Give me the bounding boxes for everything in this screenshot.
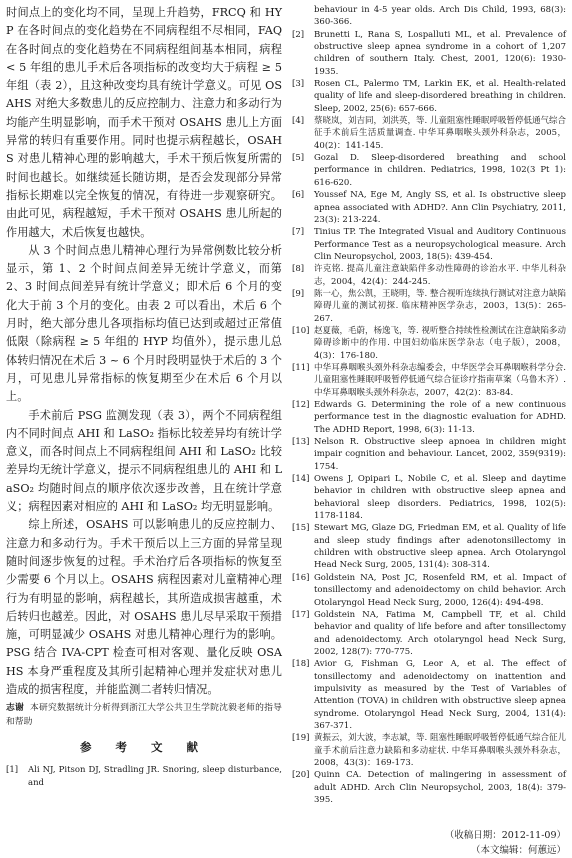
body-paragraph-4: 综上所述，OSAHS 可以影响患儿的反应控制力、注意力和多动行为。手术干预后以上三方面的异常呈现随时间逐步恢复的过程。手术治疗后各项指标的恢复至少需要 6 个月以上。OSAHS 病程因素对儿童精神心理行为有明显的影响，病程越长，其所造成损害越重，术后转归也越差。因此，对 OSAHS 患儿尽早采取干预措施，可明显减少 OSAHS 对患儿精神心理行为的影响。PSG 结合 IVA-CPT 检查可相对客观、量化反映 OSAHS 本身严重程度及其所引起精神心理并发症状对患儿造成的损害程度，并能监测二者转归情况。 [6, 518, 282, 696]
reference-item [292, 189, 566, 226]
reference-number: [5] [292, 153, 305, 164]
reference-item [292, 263, 566, 288]
reference-text: Owens J, Opipari L, Nobile C, et al. Sleep and daytime behavior in children with obstructive sleep apnea and behavioral sleep disorders. Pediatrics, 1998, 102(5): 1178-1184. [314, 474, 566, 522]
reference-item [292, 769, 566, 806]
reference-text: Goldstein NA, Fatima M, Campbell TF, et al. Child behavior and quality of life before and after tonsillectomy and adenoidectomy. Arch otolaryngol head Neck Surg, 2002, 128(7): 770-775. [314, 609, 566, 657]
reference-item [292, 29, 566, 78]
reference-text: Gozal D. Sleep-disordered breathing and school performance in children. Pediatrics, 1998, 102(3 Pt 1): 616-620. [314, 153, 566, 188]
body-paragraph-2: 从 3 个时间点患儿精神心理行为异常例数比较分析显示，第 1、2 个时间点间差异无统计学意义，而第 2、3 时间点间差异有统计学意义；即术后 6 个月的变化大于前 3 个月的变化。由表 2 可以看出，术后 6 个月时，绝大部分患儿各项指标均值已达到或超过正常值低限（除病程 ≥ 5 年组的 HYP 均值外），提示患儿总体转归情况在术后 3 ~ 6 个月时段明显快于术后的 3 个月，可见患儿异常指标的恢复期至少在术后 6 个月以上。 [6, 243, 282, 404]
reference-text: 蔡晓岚，刘吉同，刘洪英，等. 儿童阻塞性睡眠呼吸暂停低通气综合征手术前后生活质量调查. 中华耳鼻咽喉头颈外科杂志，2005，40(2)：141-145. [314, 116, 566, 151]
reference-number: [20] [292, 770, 310, 781]
reference-text: 许克铭. 提高儿童注意缺陷伴多动性障碍的诊治水平. 中华儿科杂志，2004，42(4)：244-245. [314, 264, 566, 287]
reference-number: [10] [292, 325, 310, 336]
reference-number: [8] [292, 264, 305, 275]
reference-text: Tinius TP. The Integrated Visual and Auditory Continuous Performance Test as a neuropsychological measure. Arch Clin Neuropsychol, 2003, 18(5): 439-454. [314, 227, 566, 262]
reference-item [292, 115, 566, 152]
reference-number: [15] [292, 523, 310, 534]
reference-item [292, 288, 566, 325]
reference-text: Youssef NA, Ege M, Angly SS, et al. Is obstructive sleep apnea associated with ADHD?. Ann Clin Psychiatry, 2011, 23(3): 213-224. [314, 190, 566, 225]
references-heading: 参 考 文 献 [79, 740, 208, 755]
reference-item [292, 522, 566, 571]
reference-number: [17] [292, 609, 310, 620]
reference-item [292, 436, 566, 473]
reference-1-continuation: behaviour in 4-5 year olds. Arch Dis Child, 1993, 68(3): 360-366. [314, 5, 566, 28]
reference-text: Nelson R. Obstructive sleep apnoea in children might impair cognition and behaviour. Lancet, 2002, 359(9319): 1754. [314, 437, 566, 472]
reference-number: [16] [292, 572, 310, 583]
reference-number: [4] [292, 116, 305, 127]
reference-number: [18] [292, 659, 310, 670]
reference-number: [7] [292, 227, 305, 238]
reference-text: 黄振云，刘大波，李志斌，等. 阻塞性睡眠呼吸暂停低通气综合征儿童手术前后注意力缺陷和多动症状. 中华耳鼻咽喉头颈外科杂志，2008，43(3)：169-173. [314, 733, 566, 768]
reference-item [292, 609, 566, 658]
reference-number: [3] [292, 79, 305, 90]
reference-item [292, 473, 566, 522]
reference-item [292, 325, 566, 362]
reference-item [292, 78, 566, 115]
reference-item [292, 362, 566, 399]
reference-item [292, 572, 566, 609]
reference-text: Stewart MG, Glaze DG, Friedman EM, et al. Quality of life and sleep study findings after adenotonsillectomy in children with obstructive sleep apnea. Arch Otolaryngol Head Neck Surg, 2005, 131(4): 308-314. [314, 523, 566, 571]
acknowledgement-text: 本研究数据统计分析得到浙江大学公共卫生学院沈毅老师的指导和帮助 [6, 703, 282, 727]
acknowledgement [6, 702, 282, 729]
reference-text: 赵夏薇，毛蔚，杨逸飞，等. 视听整合持续性检测试在注意缺陷多动障碍诊断中的作用. 中国妇幼临床医学杂志（电子版），2008，4(3)：176-180. [314, 325, 566, 361]
acknowledgement-label: 志谢 [6, 703, 25, 714]
reference-number: [11] [292, 362, 310, 373]
reference-number: [6] [292, 190, 305, 201]
reference-text: Ali NJ, Pitson DJ, Stradling JR. Snoring, sleep disturbance, and [28, 765, 282, 788]
reference-number: [13] [292, 437, 310, 448]
received-date: （收稿日期：2012-11-09） [444, 830, 566, 842]
body-paragraph-1: 时间点上的变化均不同，呈现上升趋势，FRCQ 和 HYP 在各时间点的变化趋势在不同病程组不尽相同，FAQ 在各时间点的变化趋势在不同病程组间基本相同，病程 < 5 年组的患儿手术后各项指标的改变均大于病程 ≥ 5 年组（表 2），且这种改变均具有统计学意义。可见 OSAHS 对绝大多数患儿的反应控制力、注意力和多动行为均能产生明显影响，而手术干预对 OSAHS 患儿上方面异常的转归有重要作用。同时也提示病程越长，OSAHS 对患儿精神心理的影响越大，手术干预后恢复所需的时间也越长。如继续延长随访期，是否会发现部分异常指标长期难以完全恢复的情况，有待进一步观察研究。由此可见，病程越短，手术干预对 OSAHS 患儿所起的作用越大，术后恢复也越快。 [6, 6, 282, 239]
reference-item [292, 226, 566, 263]
reference-text: Avior G, Fishman G, Leor A, et al. The effect of tonsillectomy and adenoidectomy on inattention and impulsivity as measured by the Test of Variables of Attention (TOVA) in children with obstructive sleep apnea syndrome. Otolaryngol Head Neck Surg, 2004, 131(4): 367-371. [314, 659, 566, 731]
reference-number: [12] [292, 400, 310, 410]
reference-item [292, 732, 566, 769]
reference-text: 陈一心，焦公凯，王晓明，等. 整合视听连续执行测试对注意力缺陷障碍儿童的测试初探. 临床精神医学杂志，2003，13(5)：265-267. [314, 288, 566, 324]
reference-text: Rosen CL, Palermo TM, Larkin EK, et al. Health-related quality of life and sleep-disordered breathing in children. Sleep, 2002, 25(6): 657-666. [314, 79, 566, 114]
left-column [6, 4, 282, 789]
reference-item [292, 399, 566, 436]
reference-item [292, 152, 566, 189]
reference-text: Goldstein NA, Post JC, Rosenfeld RM, et al. Impact of tonsillectomy and adenoidectomy on child behavior. Arch Otolaryngol Head Neck Surg, 2000, 126(4): 494-498. [314, 572, 566, 608]
reference-text: 中华耳鼻咽喉头颈外科杂志编委会，中华医学会耳鼻咽喉科学分会. 儿童阻塞性睡眠呼吸暂停低通气综合征诊疗指南草案（乌鲁木齐）. 中华耳鼻咽喉头颈外科杂志，2007，42(2)：83-84. [314, 362, 566, 398]
reference-number: [1] [6, 765, 19, 776]
reference-number: [14] [292, 474, 310, 485]
body-paragraph-3: 手术前后 PSG 监测发现（表 3），两个不同病程组内不同时间点 AHI 和 LaSO₂ 指标比较差异均有统计学意义，而各时间点上不同病程组间 AHI 和 LaSO₂ 比较差异均无统计学意义，提示不同病程组患儿的 AHI 和 LaSO₂ 均随时间点的顺序依次逐步改善，且在统计学意义；病程因素对相应的 AHI 和 LaSO₂ 均无明显影响。 [6, 408, 282, 514]
reference-text: Brunetti L, Rana S, Lospalluti ML, et al. Prevalence of obstructive sleep apnea syndrome in a cohort of 1,207 children of southern Italy. Chest, 2001, 120(6): 1930-1935. [314, 29, 566, 77]
reference-text: Edwards G. Determining the role of a new continuous performance test in the diagnostic evaluation for ADHD. The ADHD Report, 1998, 6(3): 11-13. [314, 400, 566, 435]
right-column [292, 4, 566, 858]
reference-number: [19] [292, 733, 310, 744]
reference-list [292, 29, 566, 807]
reference-item-1 [6, 764, 282, 789]
reference-number: [9] [292, 288, 305, 299]
editor-note: （本文编辑：何蕙远） [470, 845, 566, 857]
reference-item [292, 658, 566, 732]
reference-number: [2] [292, 29, 305, 40]
reference-text: Quinn CA. Detection of malingering in assessment of adult ADHD. Arch Clin Neuropsychol, 2003, 18(4): 379-395. [314, 770, 566, 805]
